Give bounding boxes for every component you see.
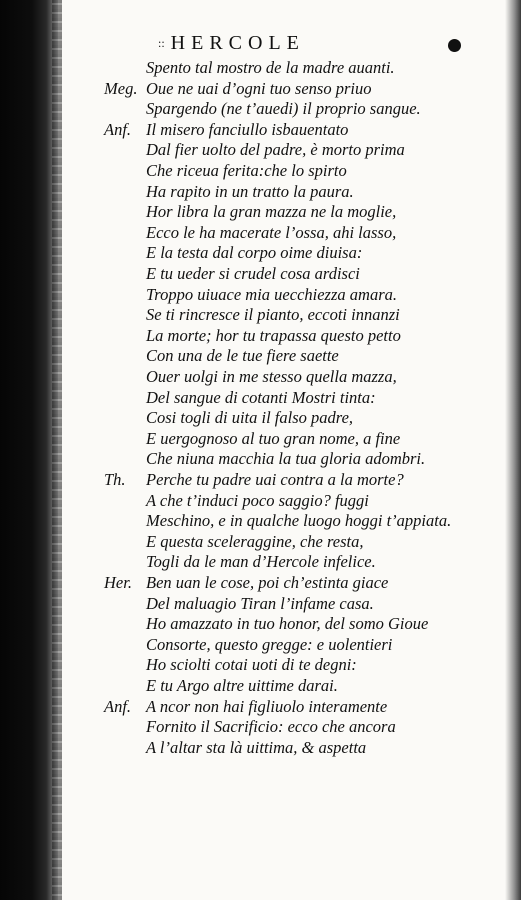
verse-line: Consorte, questo gregge: e uolentieri <box>146 634 393 654</box>
verse-line: Togli da le man d’Hercole infelice. <box>146 552 376 572</box>
page-gutter-edge <box>52 0 62 900</box>
verse-line: Che riceua ferita:che lo spirto <box>146 161 347 180</box>
verse-line: Se ti rincresce il pianto, eccoti innanzi <box>146 305 400 325</box>
verse-line: Oue ne uai d’ogni tuo senso priuo <box>146 78 372 98</box>
verse-line: E uergognoso al tuo gran nome, a fine <box>146 428 401 448</box>
page-right-edge-shadow <box>505 0 521 900</box>
verse-line: E tu Argo altre uittime darai. <box>146 676 338 695</box>
verse-line: E questa sceleraggine, che resta, <box>146 531 364 551</box>
speaker-label: Anf. <box>104 696 132 716</box>
verse-line: La morte; hor tu trapassa questo petto <box>146 325 401 345</box>
verse-line: Spargendo (ne t’auedi) il proprio sangue. <box>146 99 421 119</box>
verse-line: Fornito il Sacrificio: ecco che ancora <box>146 717 396 737</box>
verse-line: Hor libra la gran mazza ne la moglie, <box>146 202 397 222</box>
book-spine-shadow <box>0 0 58 900</box>
verse-line: E la testa dal corpo oime diuisa: <box>146 243 363 263</box>
verse-line: Ecco le ha macerate l’ossa, ahi lasso, <box>146 222 397 242</box>
verse-line: Con una de le tue fiere saette <box>146 346 339 366</box>
verse-line: Spento tal mostro de la madre auanti. <box>146 58 395 77</box>
verse-line: Del sangue di cotanti Mostri tinta: <box>146 387 376 407</box>
verse-line: Ha rapito in un tratto la paura. <box>146 181 354 201</box>
verse-line: A l’altar sta là uittima, & aspetta <box>146 737 367 757</box>
verse-line: Che niuna macchia la tua gloria adombri. <box>146 449 426 469</box>
verse-line: Meschino, e in qualche luogo hoggi t’appiata. <box>146 511 452 531</box>
verse-line: Ben uan le cose, poi ch’estinta giace <box>146 573 389 592</box>
verse-line: Cosi togli di uita il falso padre, <box>146 408 354 428</box>
header-mark: :: <box>158 36 165 50</box>
speaker-label: Th. <box>104 470 126 489</box>
running-header <box>158 32 305 55</box>
speaker-label: Anf. <box>104 119 132 139</box>
verse-line: Dal fier uolto del padre, è morto prima <box>146 140 405 160</box>
header-title: HERCOLE <box>170 32 305 54</box>
verse-line: Il misero fanciullo isbauentato <box>146 119 349 139</box>
verse-line: Ouer uolgi in me stesso quella mazza, <box>146 367 397 386</box>
speaker-label: Meg. <box>104 78 138 98</box>
verse-line: Perche tu padre uai contra a la morte? <box>146 470 404 489</box>
verse-line: A che t’induci poco saggio? fuggi <box>146 490 369 510</box>
verse-line: Del maluagio Tiran l’infame casa. <box>146 593 374 613</box>
verse-line: Ho amazzato in tuo honor, del somo Gioue <box>146 614 429 634</box>
verse-line: Troppo uiuace mia uecchiezza amara. <box>146 284 397 304</box>
verse-line: E tu ueder si crudel cosa ardisci <box>146 264 360 283</box>
verse-line: Ho sciolti cotai uoti di te degni: <box>146 655 357 675</box>
ornament-icon <box>448 39 461 52</box>
speaker-label: Her. <box>104 573 132 592</box>
verse-line: A ncor non hai figliuolo interamente <box>146 696 388 716</box>
